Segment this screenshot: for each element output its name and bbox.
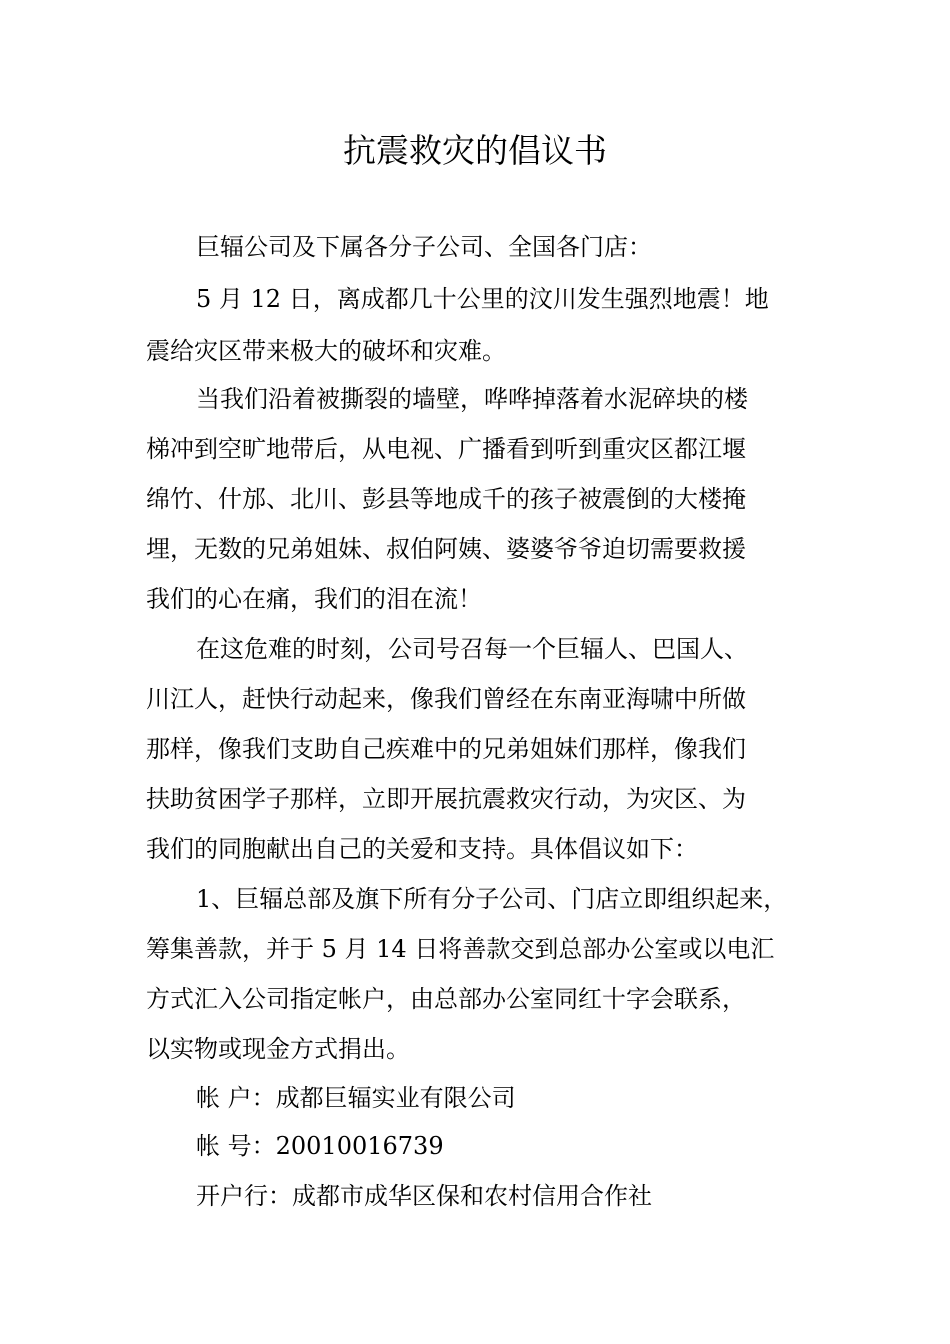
body-line: 方式汇入公司指定帐户，由总部办公室同红十字会联系， [146,985,746,1013]
body-line: 梯冲到空旷地带后，从电视、广播看到听到重灾区都江堰 [146,435,746,463]
body-line: 以实物或现金方式捐出。 [146,1035,410,1063]
salutation-line: 巨辐公司及下属各分子公司、全国各门店： [196,233,652,261]
body-line: 那样，像我们支助自己疾难中的兄弟姐妹们那样，像我们 [146,735,746,763]
bank-line: 开户行：成都市成华区保和农村信用合作社 [196,1182,652,1210]
body-line: 震给灾区带来极大的破坏和灾难。 [146,337,506,365]
body-line: 当我们沿着被撕裂的墙壁，哗哗掉落着水泥碎块的楼 [196,385,748,413]
body-line: 在这危难的时刻，公司号召每一个巨辐人、巴国人、 [196,635,748,663]
body-line: 筹集善款，并于 5 月 14 日将善款交到总部办公室或以电汇 [146,935,775,963]
account-name-line: 帐 户：成都巨辐实业有限公司 [196,1084,516,1112]
body-line: 绵竹、什邡、北川、彭县等地成千的孩子被震倒的大楼掩 [146,485,746,513]
body-line: 扶助贫困学子那样，立即开展抗震救灾行动，为灾区、为 [146,785,746,813]
account-number-line: 帐 号：20010016739 [196,1132,444,1160]
body-line: 5 月 12 日，离成都几十公里的汶川发生强烈地震！地 [196,285,769,313]
body-line: 埋，无数的兄弟姐妹、叔伯阿姨、婆婆爷爷迫切需要救援 [146,535,746,563]
proposal-item-1: 1、巨辐总部及旗下所有分子公司、门店立即组织起来， [196,885,788,913]
body-line: 川江人，赶快行动起来，像我们曾经在东南亚海啸中所做 [146,685,746,713]
document-title: 抗震救灾的倡议书 [343,131,607,170]
body-line: 我们的心在痛，我们的泪在流！ [146,585,482,613]
body-line: 我们的同胞献出自己的关爱和支持。具体倡议如下： [146,835,698,863]
